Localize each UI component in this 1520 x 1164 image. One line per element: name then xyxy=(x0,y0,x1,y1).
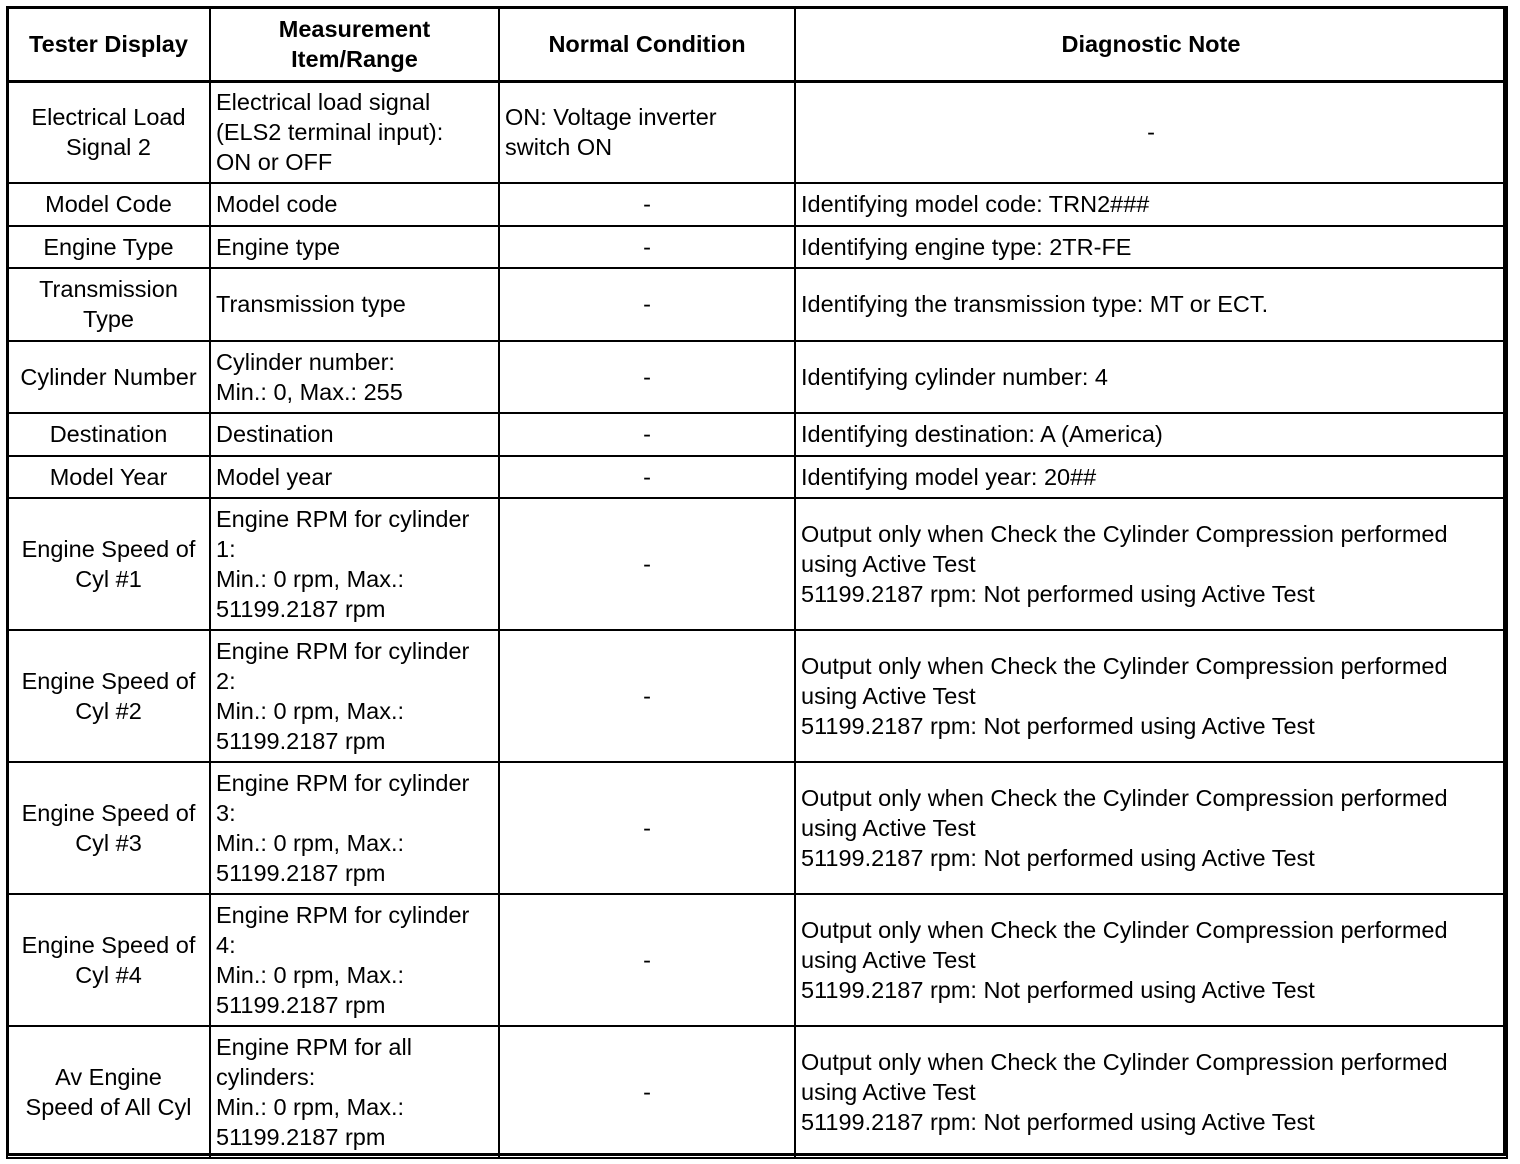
diagnostic-note-cell: Identifying destination: A (America) xyxy=(795,413,1507,456)
diagnostic-note-cell: Identifying engine type: 2TR-FE xyxy=(795,226,1507,268)
measurement-cell: Engine RPM for all cylinders: Min.: 0 rpm, Max.: 51199.2187 rpm xyxy=(210,1026,499,1158)
measurement-cell: Transmission type xyxy=(210,268,499,341)
tester-display-cell: Av Engine Speed of All Cyl xyxy=(7,1026,210,1158)
table-row xyxy=(7,1026,1507,1158)
measurement-cell: Destination xyxy=(210,413,499,456)
table-row xyxy=(7,82,1507,183)
normal-condition-cell: - xyxy=(499,226,795,268)
table-row xyxy=(7,456,1507,498)
tester-display-cell: Electrical Load Signal 2 xyxy=(7,82,210,183)
table-row xyxy=(7,226,1507,268)
diagnostic-note-cell: - xyxy=(795,82,1507,183)
normal-condition-cell: - xyxy=(499,894,795,1026)
normal-condition-cell: - xyxy=(499,268,795,341)
measurement-cell: Model code xyxy=(210,183,499,226)
data-list-table-frame xyxy=(6,6,1506,1156)
table-row xyxy=(7,630,1507,762)
normal-condition-cell: - xyxy=(499,456,795,498)
measurement-cell: Engine RPM for cylinder 3: Min.: 0 rpm, Max.: 51199.2187 rpm xyxy=(210,762,499,894)
measurement-cell: Cylinder number: Min.: 0, Max.: 255 xyxy=(210,341,499,413)
measurement-cell: Engine RPM for cylinder 4: Min.: 0 rpm, Max.: 51199.2187 rpm xyxy=(210,894,499,1026)
diagnostic-note-cell: Output only when Check the Cylinder Compression performed using Active Test 51199.2187 rpm: Not performed using Active Test xyxy=(795,630,1507,762)
normal-condition-cell: ON: Voltage inverter switch ON xyxy=(499,82,795,183)
normal-condition-cell: - xyxy=(499,762,795,894)
data-list-table xyxy=(6,6,1508,1159)
tester-display-cell: Engine Speed of Cyl #2 xyxy=(7,630,210,762)
diagnostic-note-cell: Identifying cylinder number: 4 xyxy=(795,341,1507,413)
normal-condition-cell: - xyxy=(499,183,795,226)
tester-display-cell: Cylinder Number xyxy=(7,341,210,413)
diagnostic-note-cell: Identifying model code: TRN2### xyxy=(795,183,1507,226)
table-row xyxy=(7,498,1507,630)
measurement-cell: Model year xyxy=(210,456,499,498)
normal-condition-cell: - xyxy=(499,630,795,762)
tester-display-cell: Destination xyxy=(7,413,210,456)
header-row xyxy=(7,7,1507,82)
tester-display-cell: Model Code xyxy=(7,183,210,226)
diagnostic-note-cell: Identifying the transmission type: MT or ECT. xyxy=(795,268,1507,341)
diagnostic-note-cell: Identifying model year: 20## xyxy=(795,456,1507,498)
table-row xyxy=(7,268,1507,341)
normal-condition-cell: - xyxy=(499,1026,795,1158)
diagnostic-note-cell: Output only when Check the Cylinder Compression performed using Active Test 51199.2187 rpm: Not performed using Active Test xyxy=(795,498,1507,630)
header-normal-condition: Normal Condition xyxy=(499,7,795,82)
table-row xyxy=(7,762,1507,894)
tester-display-cell: Engine Type xyxy=(7,226,210,268)
header-diagnostic-note: Diagnostic Note xyxy=(795,7,1507,82)
measurement-cell: Engine RPM for cylinder 2: Min.: 0 rpm, Max.: 51199.2187 rpm xyxy=(210,630,499,762)
tester-display-cell: Engine Speed of Cyl #3 xyxy=(7,762,210,894)
tester-display-cell: Engine Speed of Cyl #4 xyxy=(7,894,210,1026)
tester-display-cell: Model Year xyxy=(7,456,210,498)
header-measurement-item-range: Measurement Item/Range xyxy=(210,7,499,82)
measurement-cell: Engine type xyxy=(210,226,499,268)
diagnostic-note-cell: Output only when Check the Cylinder Compression performed using Active Test 51199.2187 rpm: Not performed using Active Test xyxy=(795,762,1507,894)
table-row xyxy=(7,413,1507,456)
measurement-cell: Engine RPM for cylinder 1: Min.: 0 rpm, Max.: 51199.2187 rpm xyxy=(210,498,499,630)
diagnostic-note-cell: Output only when Check the Cylinder Compression performed using Active Test 51199.2187 rpm: Not performed using Active Test xyxy=(795,1026,1507,1158)
normal-condition-cell: - xyxy=(499,498,795,630)
table-row xyxy=(7,183,1507,226)
measurement-cell: Electrical load signal (ELS2 terminal input): ON or OFF xyxy=(210,82,499,183)
normal-condition-cell: - xyxy=(499,341,795,413)
table-row xyxy=(7,894,1507,1026)
tester-display-cell: Engine Speed of Cyl #1 xyxy=(7,498,210,630)
diagnostic-note-cell: Output only when Check the Cylinder Compression performed using Active Test 51199.2187 rpm: Not performed using Active Test xyxy=(795,894,1507,1026)
table-row xyxy=(7,341,1507,413)
tester-display-cell: Transmission Type xyxy=(7,268,210,341)
normal-condition-cell: - xyxy=(499,413,795,456)
header-tester-display: Tester Display xyxy=(7,7,210,82)
